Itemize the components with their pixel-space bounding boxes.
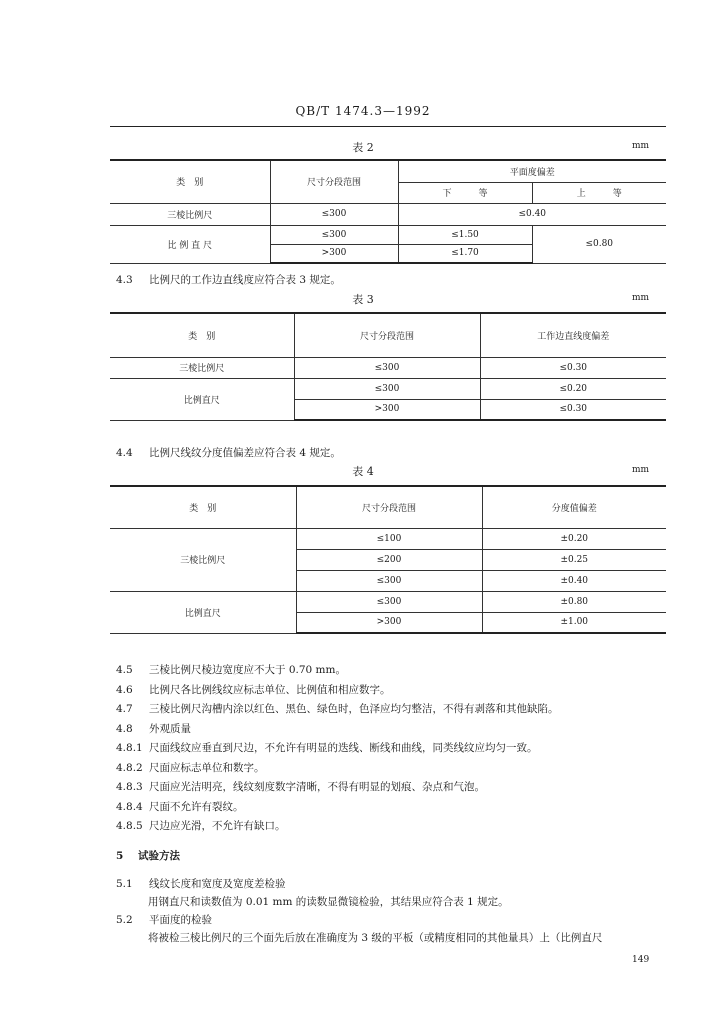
clause-number: 4.8.5: [116, 820, 143, 832]
table4-unit: mm: [632, 465, 650, 475]
clause-text: 尺面应标志单位和数字。: [149, 762, 265, 774]
table3-cell-value: ≤0.30: [480, 357, 666, 378]
table3-header-range: 尺寸分段范围: [294, 313, 480, 357]
clause-number: 4.5: [116, 664, 133, 676]
clause-text: 比例尺各比例线纹应标志单位、比例值和相应数字。: [149, 684, 391, 696]
table4-cell-category: 比例直尺: [110, 591, 296, 633]
table4-cell-range: ≤300: [296, 591, 482, 612]
table4-cell-value: ±1.00: [482, 612, 666, 633]
section-title: 试验方法: [138, 850, 180, 862]
table2-header-range: 尺寸分段范围: [270, 160, 398, 203]
clause-text: 尺面应光洁明亮，线纹刻度数字清晰，不得有明显的划痕、杂点和气泡。: [149, 781, 485, 793]
table4: [110, 485, 666, 634]
page-number: 149: [632, 955, 650, 965]
table4-cell-range: ≤200: [296, 549, 482, 570]
clause-line: [116, 681, 391, 700]
table2-cell-category: 三棱比例尺: [110, 203, 270, 225]
table2-header-lower: 下 等: [398, 182, 532, 203]
table4-cell-range: >300: [296, 612, 482, 633]
table3-cell-category: 三棱比例尺: [110, 357, 294, 378]
table4-header-range: 尺寸分段范围: [296, 486, 482, 528]
section-heading: [116, 847, 180, 866]
table2-cell-range: ≤300: [270, 225, 398, 244]
clause-line: [116, 817, 286, 836]
clause-text: 尺边应光滑，不允许有缺口。: [149, 820, 286, 832]
table4-cell-value: ±0.25: [482, 549, 666, 570]
table2-cell-range: >300: [270, 244, 398, 263]
clause-number: 4.8.2: [116, 762, 143, 774]
clause-line: [116, 661, 346, 680]
table4-cell-range: ≤100: [296, 528, 482, 549]
clause-text: 尺面不允许有裂纹。: [149, 801, 244, 813]
clause-continuation: [148, 893, 509, 912]
table3-cell-range: ≤300: [294, 357, 480, 378]
table2-cell-category: 比 例 直 尺: [110, 225, 270, 263]
clause-text: 将被检三棱比例尺的三个面先后放在准确度为 3 级的平板（或精度相同的其他量具）上（比例直尺: [148, 932, 603, 944]
clause-line: [116, 739, 538, 758]
section-number: 5: [116, 850, 124, 862]
clause-line: [116, 778, 485, 797]
table4-cell-value: ±0.80: [482, 591, 666, 612]
table2-cell-lower: ≤1.70: [398, 244, 532, 263]
table2-unit: mm: [632, 141, 650, 151]
table3-cell-value: ≤0.20: [480, 378, 666, 399]
table2-caption: 表 2: [352, 141, 374, 154]
table3-header-category: 类 别: [110, 313, 294, 357]
page-header: QB/T 1474.3—1992: [295, 104, 431, 118]
clause-number: 4.7: [116, 703, 133, 715]
clause-text: 比例尺的工作边直线度应符合表 3 规定。: [149, 274, 341, 286]
clause-line: [116, 700, 559, 719]
clause-text: 比例尺线纹分度值偏差应符合表 4 规定。: [149, 447, 341, 459]
table3-cell-range: ≤300: [294, 378, 480, 399]
table3-cell-value: ≤0.30: [480, 399, 666, 420]
header-rule: [110, 126, 666, 127]
clause-4-4: [116, 444, 341, 463]
clause-text: 三棱比例尺棱边宽度应不大于 0.70 mm。: [149, 664, 346, 676]
table3-header-value: 工作边直线度偏差: [480, 313, 666, 357]
table2-cell-upper: ≤0.80: [532, 225, 666, 263]
table2-cell-value: ≤0.40: [398, 203, 666, 225]
table2-header-upper: 上 等: [532, 182, 666, 203]
clause-number: 4.8.4: [116, 801, 143, 813]
table4-header-category: 类 别: [110, 486, 296, 528]
table4-cell-value: ±0.40: [482, 570, 666, 591]
table3-caption: 表 3: [352, 293, 374, 306]
clause-number: 5.1: [116, 878, 133, 890]
clause-number: 4.3: [116, 274, 133, 286]
table4-cell-category: 三棱比例尺: [110, 528, 296, 591]
clause-text: 外观质量: [149, 723, 191, 735]
clause-4-3: [116, 271, 341, 290]
clause-number: 4.8.1: [116, 742, 143, 754]
clause-text: 尺面线纹应垂直到尺边，不允许有明显的迭线、断线和曲线，同类线纹应均匀一致。: [149, 742, 538, 754]
table2-cell-lower: ≤1.50: [398, 225, 532, 244]
clause-line: [116, 798, 244, 817]
clause-text: 线纹长度和宽度及宽度差检验: [149, 878, 286, 890]
table4-header-value: 分度值偏差: [482, 486, 666, 528]
clause-line: [116, 759, 265, 778]
clause-number: 5.2: [116, 914, 133, 926]
table2-header-category: 类 别: [110, 160, 270, 203]
table3-unit: mm: [632, 293, 650, 303]
clause-number: 4.8: [116, 723, 133, 735]
table2-cell-range: ≤300: [270, 203, 398, 225]
clause-number: 4.6: [116, 684, 133, 696]
table4-cell-range: ≤300: [296, 570, 482, 591]
table3-cell-category: 比例直尺: [110, 378, 294, 420]
clause-continuation: [148, 929, 602, 948]
table4-caption: 表 4: [352, 465, 374, 478]
clause-line: [116, 875, 286, 894]
table4-cell-value: ±0.20: [482, 528, 666, 549]
clause-number: 4.4: [116, 447, 133, 459]
table3-cell-range: >300: [294, 399, 480, 420]
table2: [110, 159, 666, 264]
clause-text: 平面度的检验: [149, 914, 212, 926]
clause-line: [116, 720, 191, 739]
clause-line: [116, 911, 212, 930]
table2-header-flatness: 平面度偏差: [398, 160, 666, 182]
clause-text: 三棱比例尺沟槽内涂以红色、黑色、绿色时，色泽应均匀整洁，不得有剥落和其他缺陷。: [149, 703, 559, 715]
table3: [110, 312, 666, 421]
clause-text: 用钢直尺和读数值为 0.01 mm 的读数显微镜检验，其结果应符合表 1 规定。: [148, 896, 509, 908]
clause-number: 4.8.3: [116, 781, 143, 793]
